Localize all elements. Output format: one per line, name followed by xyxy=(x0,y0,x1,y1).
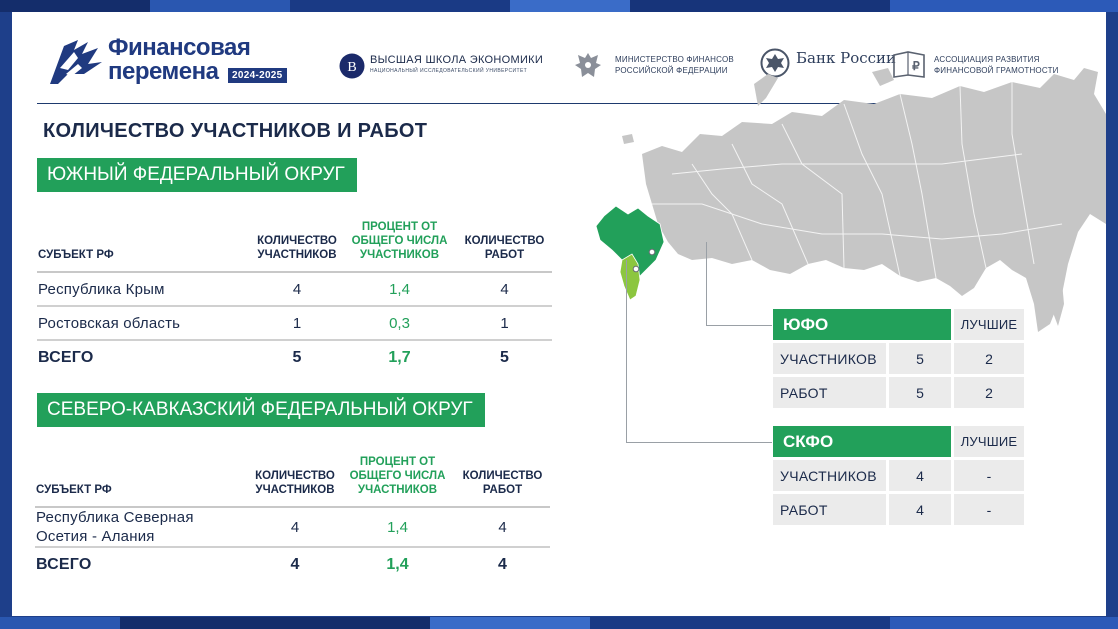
minfin-line1: МИНИСТЕРСТВО ФИНАНСОВ xyxy=(615,55,734,64)
table-row xyxy=(35,507,550,547)
summary-yufo xyxy=(770,306,1027,411)
participants-value: 4 xyxy=(889,460,951,491)
works-value: 5 xyxy=(889,377,951,408)
percent-cell: 0,3 xyxy=(342,306,457,340)
subject-cell: Ростовская область xyxy=(37,306,252,340)
percent-cell: 1,4 xyxy=(340,507,455,547)
participants-best: - xyxy=(954,460,1024,491)
subject-cell: Республика Северная Осетия - Алания xyxy=(35,507,250,547)
works-cell: 4 xyxy=(457,272,552,306)
column-header-subject: СУБЪЕКТ РФ xyxy=(35,444,250,507)
total-participants: 4 xyxy=(290,555,300,573)
participants-best: 2 xyxy=(954,343,1024,374)
column-header-percent: ПРОЦЕНТ ОТ ОБЩЕГО ЧИСЛА УЧАСТНИКОВ xyxy=(342,208,457,272)
participants-label: УЧАСТНИКОВ xyxy=(773,460,886,491)
column-header-percent: ПРОЦЕНТ ОТ ОБЩЕГО ЧИСЛА УЧАСТНИКОВ xyxy=(340,444,455,507)
district-banner-skfo: СЕВЕРО-КАВКАЗСКИЙ ФЕДЕРАЛЬНЫЙ ОКРУГ xyxy=(37,393,485,427)
table-yufo xyxy=(37,208,552,374)
participants-value: 5 xyxy=(889,343,951,374)
bank-name: Банк России xyxy=(796,49,897,67)
hse-logo-icon xyxy=(339,53,365,79)
works-best: - xyxy=(954,494,1024,525)
subject-cell: Республика Крым xyxy=(37,272,252,306)
eagle-logo-icon xyxy=(48,38,104,88)
best-header: ЛУЧШИЕ xyxy=(954,426,1024,457)
total-percent: 1,7 xyxy=(388,348,411,366)
district-banner-yufo: ЮЖНЫЙ ФЕДЕРАЛЬНЫЙ ОКРУГ xyxy=(37,158,357,192)
table-row xyxy=(37,272,552,306)
minfin-line2: РОССИЙСКОЙ ФЕДЕРАЦИИ xyxy=(615,66,728,75)
works-value: 4 xyxy=(889,494,951,525)
skfo-marker-icon xyxy=(633,266,639,272)
works-cell: 1 xyxy=(457,306,552,340)
svg-text:₽: ₽ xyxy=(912,59,920,73)
slide xyxy=(12,12,1106,616)
participants-cell: 1 xyxy=(252,306,342,340)
hse-name: ВЫСШАЯ ШКОЛА ЭКОНОМИКИ xyxy=(370,54,544,66)
works-label: РАБОТ xyxy=(773,377,886,408)
table-row xyxy=(37,306,552,340)
summary-skfo xyxy=(770,423,1027,528)
works-cell: 4 xyxy=(455,507,550,547)
skfo-connector xyxy=(626,260,627,442)
column-header-subject: СУБЪЕКТ РФ xyxy=(37,208,252,272)
kaliningrad xyxy=(622,134,634,144)
works-label: РАБОТ xyxy=(773,494,886,525)
participants-label: УЧАСТНИКОВ xyxy=(773,343,886,374)
hse-subtitle: НАЦИОНАЛЬНЫЙ ИССЛЕДОВАТЕЛЬСКИЙ УНИВЕРСИТЕТ xyxy=(370,68,528,74)
column-header-works: КОЛИЧЕСТВО РАБОТ xyxy=(457,208,552,272)
hse-partner xyxy=(370,55,543,77)
table-skfo xyxy=(35,444,550,581)
svg-text:В: В xyxy=(347,60,357,75)
yufo-connector xyxy=(706,242,707,326)
best-header: ЛУЧШИЕ xyxy=(954,309,1024,340)
total-label: ВСЕГО xyxy=(38,348,94,366)
brand-title-line1: Финансовая xyxy=(108,34,251,61)
percent-cell: 1,4 xyxy=(342,272,457,306)
afg-line1: АССОЦИАЦИЯ РАЗВИТИЯ xyxy=(934,55,1040,64)
column-header-participants: КОЛИЧЕСТВО УЧАСТНИКОВ xyxy=(250,444,340,507)
novaya-zemlya xyxy=(754,74,778,106)
participants-cell: 4 xyxy=(252,272,342,306)
works-best: 2 xyxy=(954,377,1024,408)
total-works: 5 xyxy=(500,348,509,366)
brand-logo xyxy=(48,36,308,96)
russia-territory xyxy=(642,68,1106,332)
total-row xyxy=(37,340,552,374)
page-title: КОЛИЧЕСТВО УЧАСТНИКОВ И РАБОТ xyxy=(43,120,428,142)
yufo-connector xyxy=(706,325,772,326)
column-header-works: КОЛИЧЕСТВО РАБОТ xyxy=(455,444,550,507)
participants-cell: 4 xyxy=(250,507,340,547)
summary-head: СКФО xyxy=(773,426,951,457)
total-label: ВСЕГО xyxy=(36,555,92,573)
severnaya-zemlya xyxy=(872,68,894,86)
skfo-connector xyxy=(626,442,772,443)
total-row xyxy=(35,547,550,581)
column-header-participants: КОЛИЧЕСТВО УЧАСТНИКОВ xyxy=(252,208,342,272)
brand-year-badge: 2024-2025 xyxy=(228,68,287,83)
afg-line2: ФИНАНСОВОЙ ГРАМОТНОСТИ xyxy=(934,66,1059,75)
summary-head: ЮФО xyxy=(773,309,951,340)
total-works: 4 xyxy=(498,555,507,573)
frame-bottom-strip xyxy=(0,617,1118,629)
total-participants: 5 xyxy=(292,348,302,366)
yufo-marker-icon xyxy=(649,249,655,255)
frame-top-strip xyxy=(0,0,1118,12)
total-percent: 1,4 xyxy=(386,555,409,573)
brand-title-line2: перемена xyxy=(108,58,219,85)
